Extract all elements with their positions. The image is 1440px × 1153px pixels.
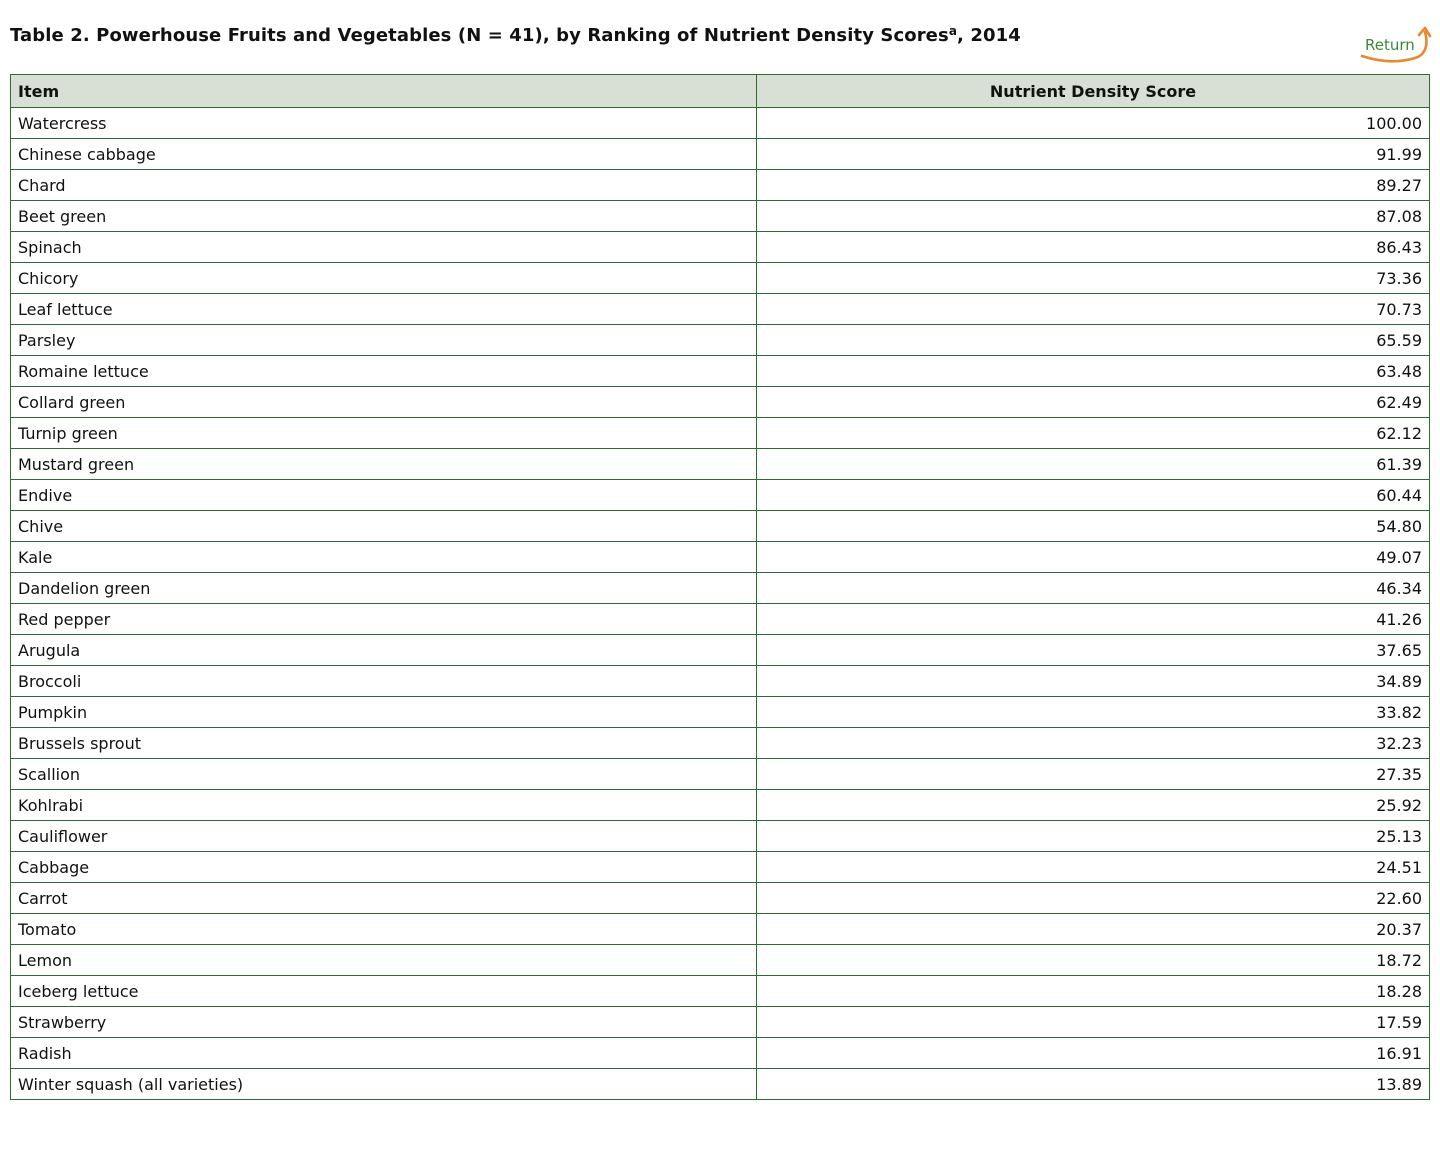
table-row xyxy=(11,449,1430,480)
cell-score: 73.36 xyxy=(757,263,1430,294)
cell-item: Mustard green xyxy=(11,449,757,480)
table-row xyxy=(11,418,1430,449)
table-row xyxy=(11,790,1430,821)
cell-item: Chicory xyxy=(11,263,757,294)
cell-item: Leaf lettuce xyxy=(11,294,757,325)
table-row xyxy=(11,480,1430,511)
column-header-score: Nutrient Density Score xyxy=(757,75,1430,108)
table-row xyxy=(11,263,1430,294)
cell-score: 87.08 xyxy=(757,201,1430,232)
cell-score: 46.34 xyxy=(757,573,1430,604)
nutrient-density-table xyxy=(10,74,1430,1100)
cell-item: Lemon xyxy=(11,945,757,976)
cell-score: 18.72 xyxy=(757,945,1430,976)
cell-item: Chive xyxy=(11,511,757,542)
cell-score: 25.13 xyxy=(757,821,1430,852)
cell-item: Spinach xyxy=(11,232,757,263)
cell-score: 37.65 xyxy=(757,635,1430,666)
table-row xyxy=(11,325,1430,356)
cell-item: Dandelion green xyxy=(11,573,757,604)
cell-item: Brussels sprout xyxy=(11,728,757,759)
cell-score: 62.12 xyxy=(757,418,1430,449)
cell-item: Carrot xyxy=(11,883,757,914)
title-text: Table 2. Powerhouse Fruits and Vegetables (N = 41), by Ranking of Nutrient Density Scores xyxy=(10,25,949,46)
table-row xyxy=(11,945,1430,976)
cell-score: 89.27 xyxy=(757,170,1430,201)
cell-item: Kale xyxy=(11,542,757,573)
column-header-item: Item xyxy=(11,75,757,108)
cell-item: Scallion xyxy=(11,759,757,790)
table-row xyxy=(11,170,1430,201)
cell-item: Chinese cabbage xyxy=(11,139,757,170)
cell-score: 32.23 xyxy=(757,728,1430,759)
cell-item: Winter squash (all varieties) xyxy=(11,1069,757,1100)
table-row xyxy=(11,728,1430,759)
table-row xyxy=(11,1069,1430,1100)
cell-item: Watercress xyxy=(11,108,757,139)
return-label: Return xyxy=(1365,36,1415,54)
cell-score: 18.28 xyxy=(757,976,1430,1007)
table-row xyxy=(11,697,1430,728)
table-row xyxy=(11,1038,1430,1069)
table-row xyxy=(11,914,1430,945)
cell-score: 34.89 xyxy=(757,666,1430,697)
cell-score: 24.51 xyxy=(757,852,1430,883)
cell-score: 100.00 xyxy=(757,108,1430,139)
cell-item: Beet green xyxy=(11,201,757,232)
cell-score: 65.59 xyxy=(757,325,1430,356)
table-row xyxy=(11,821,1430,852)
table-row xyxy=(11,387,1430,418)
cell-score: 13.89 xyxy=(757,1069,1430,1100)
table-row xyxy=(11,542,1430,573)
page-title xyxy=(10,24,1021,46)
table-row xyxy=(11,666,1430,697)
cell-score: 33.82 xyxy=(757,697,1430,728)
cell-score: 17.59 xyxy=(757,1007,1430,1038)
cell-score: 91.99 xyxy=(757,139,1430,170)
cell-score: 62.49 xyxy=(757,387,1430,418)
cell-score: 41.26 xyxy=(757,604,1430,635)
table-row xyxy=(11,976,1430,1007)
title-footnote-marker: a xyxy=(948,24,958,38)
cell-item: Cauliflower xyxy=(11,821,757,852)
cell-item: Kohlrabi xyxy=(11,790,757,821)
cell-item: Romaine lettuce xyxy=(11,356,757,387)
cell-score: 63.48 xyxy=(757,356,1430,387)
table-row xyxy=(11,511,1430,542)
cell-item: Arugula xyxy=(11,635,757,666)
cell-item: Turnip green xyxy=(11,418,757,449)
cell-item: Strawberry xyxy=(11,1007,757,1038)
return-link[interactable] xyxy=(1358,26,1434,66)
table-row xyxy=(11,1007,1430,1038)
cell-score: 54.80 xyxy=(757,511,1430,542)
cell-item: Cabbage xyxy=(11,852,757,883)
cell-item: Parsley xyxy=(11,325,757,356)
cell-score: 27.35 xyxy=(757,759,1430,790)
cell-score: 86.43 xyxy=(757,232,1430,263)
table-row xyxy=(11,852,1430,883)
table-header-row xyxy=(11,75,1430,108)
cell-item: Tomato xyxy=(11,914,757,945)
table-row xyxy=(11,635,1430,666)
table-row xyxy=(11,232,1430,263)
title-suffix: , 2014 xyxy=(957,25,1021,46)
table-row xyxy=(11,573,1430,604)
table-row xyxy=(11,356,1430,387)
table-row xyxy=(11,108,1430,139)
cell-score: 61.39 xyxy=(757,449,1430,480)
cell-score: 70.73 xyxy=(757,294,1430,325)
cell-score: 25.92 xyxy=(757,790,1430,821)
cell-item: Red pepper xyxy=(11,604,757,635)
cell-item: Radish xyxy=(11,1038,757,1069)
table-row xyxy=(11,201,1430,232)
cell-score: 22.60 xyxy=(757,883,1430,914)
cell-item: Collard green xyxy=(11,387,757,418)
table-body xyxy=(11,108,1430,1100)
cell-score: 16.91 xyxy=(757,1038,1430,1069)
cell-item: Iceberg lettuce xyxy=(11,976,757,1007)
cell-score: 20.37 xyxy=(757,914,1430,945)
table-row xyxy=(11,883,1430,914)
cell-score: 49.07 xyxy=(757,542,1430,573)
table-row xyxy=(11,759,1430,790)
cell-item: Broccoli xyxy=(11,666,757,697)
table-row xyxy=(11,294,1430,325)
cell-item: Pumpkin xyxy=(11,697,757,728)
cell-item: Endive xyxy=(11,480,757,511)
cell-item: Chard xyxy=(11,170,757,201)
table-row xyxy=(11,604,1430,635)
cell-score: 60.44 xyxy=(757,480,1430,511)
table-row xyxy=(11,139,1430,170)
